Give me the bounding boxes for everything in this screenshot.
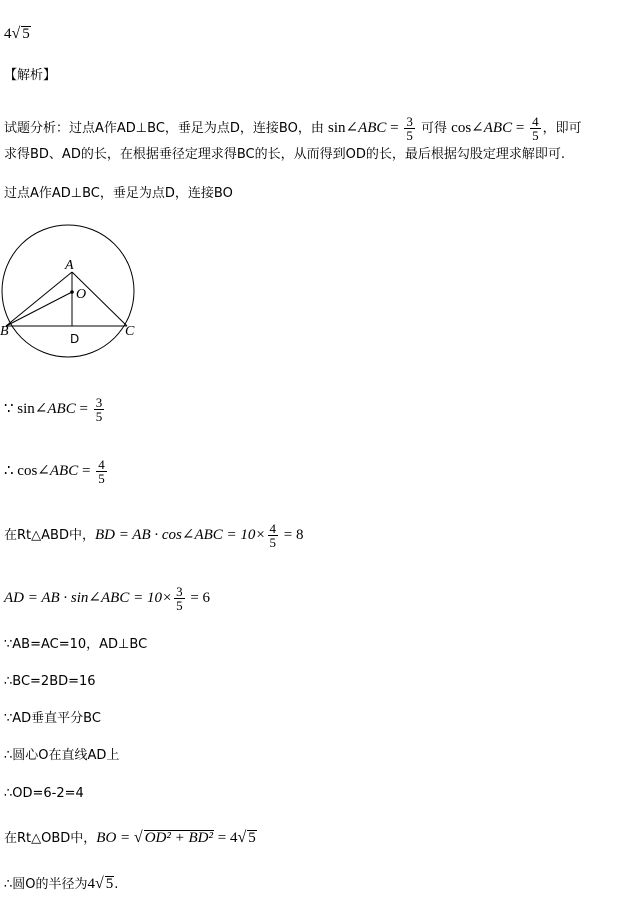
answer-line [4, 26, 31, 42]
sqrt-sign-icon: √ [133, 829, 143, 846]
cos-abc-expr: cos∠ABC = [451, 120, 529, 136]
step-ad: AD = AB · sin∠ABC = 10× $\frac{3}{5}$ = 6 [4, 584, 211, 613]
fraction-4-5: $\frac{4}{5}$ [98, 457, 105, 486]
step-ab-ac: ∵AB=AC=10，AD⊥BC [4, 637, 148, 652]
geometry-figure [0, 222, 140, 367]
sqrt-sign-icon: √ [95, 875, 104, 892]
center-point-o [70, 290, 74, 294]
analysis-part3: ，即可 [542, 121, 582, 136]
step-bc: ∴BC=2BD=16 [4, 674, 96, 689]
sqrt-sign-icon: √ [237, 829, 247, 846]
analysis-part1: 过点A作AD⊥BC，垂足为点D，连接BO，由 [69, 121, 324, 136]
section-title: 【解析】 [4, 68, 57, 83]
step-bo: 在Rt△OBD中，BO = √ OD² + BD² = 4√ 5 [4, 829, 256, 846]
answer-radicand: 5 [22, 26, 30, 42]
answer-coef: 4 [4, 26, 12, 42]
analysis-line-2: 求得BD、AD的长，在根据垂径定理求得BC的长，从而得到OD的长，最后根据勾股定理求解即可. [4, 147, 565, 162]
segment-bo [6, 292, 72, 326]
label-o: O [76, 287, 87, 302]
step-center-on-ad: ∴圆心O在直线AD上 [4, 748, 120, 763]
label-d: D [70, 332, 80, 346]
step-cos: ∴ cos∠ABC = $\frac{4}{5}$ [4, 457, 105, 486]
segment-ab [6, 272, 72, 326]
fraction-3-5: $\frac{3}{5}$ [176, 584, 183, 613]
sin-abc-expr: sin∠ABC = [327, 120, 403, 136]
label-a: A [65, 258, 74, 273]
analysis-label: 试题分析： [4, 121, 70, 136]
fraction-4-5: $\frac{4}{5}$ [269, 521, 277, 550]
step-bd: 在Rt△ABD中，BD = AB · cos∠ABC = 10× $\frac{4}{5}$ = 8 [4, 521, 304, 550]
fraction-3-5: $\frac{3}{5}$ [406, 114, 413, 143]
analysis-part2: 可得 [421, 121, 448, 136]
sqrt-sign-icon: √ [11, 25, 21, 42]
analysis-line-1 [4, 115, 582, 142]
step-sin: ∵ sin∠ABC = $\frac{3}{5}$ [4, 395, 103, 424]
step-radius: ∴圆O的半径为4√ 5. [4, 875, 119, 892]
fraction-4-5: $\frac{4}{5}$ [532, 114, 539, 143]
step-perp-bisector: ∵AD垂直平分BC [4, 711, 101, 726]
label-b: B [0, 324, 9, 339]
step-od: ∴OD=6-2=4 [4, 786, 84, 801]
construction-text: 过点A作AD⊥BC，垂足为点D，连接BO [4, 186, 233, 201]
circle-o [2, 225, 134, 357]
label-c: C [125, 324, 135, 339]
fraction-3-5: $\frac{3}{5}$ [95, 395, 103, 424]
